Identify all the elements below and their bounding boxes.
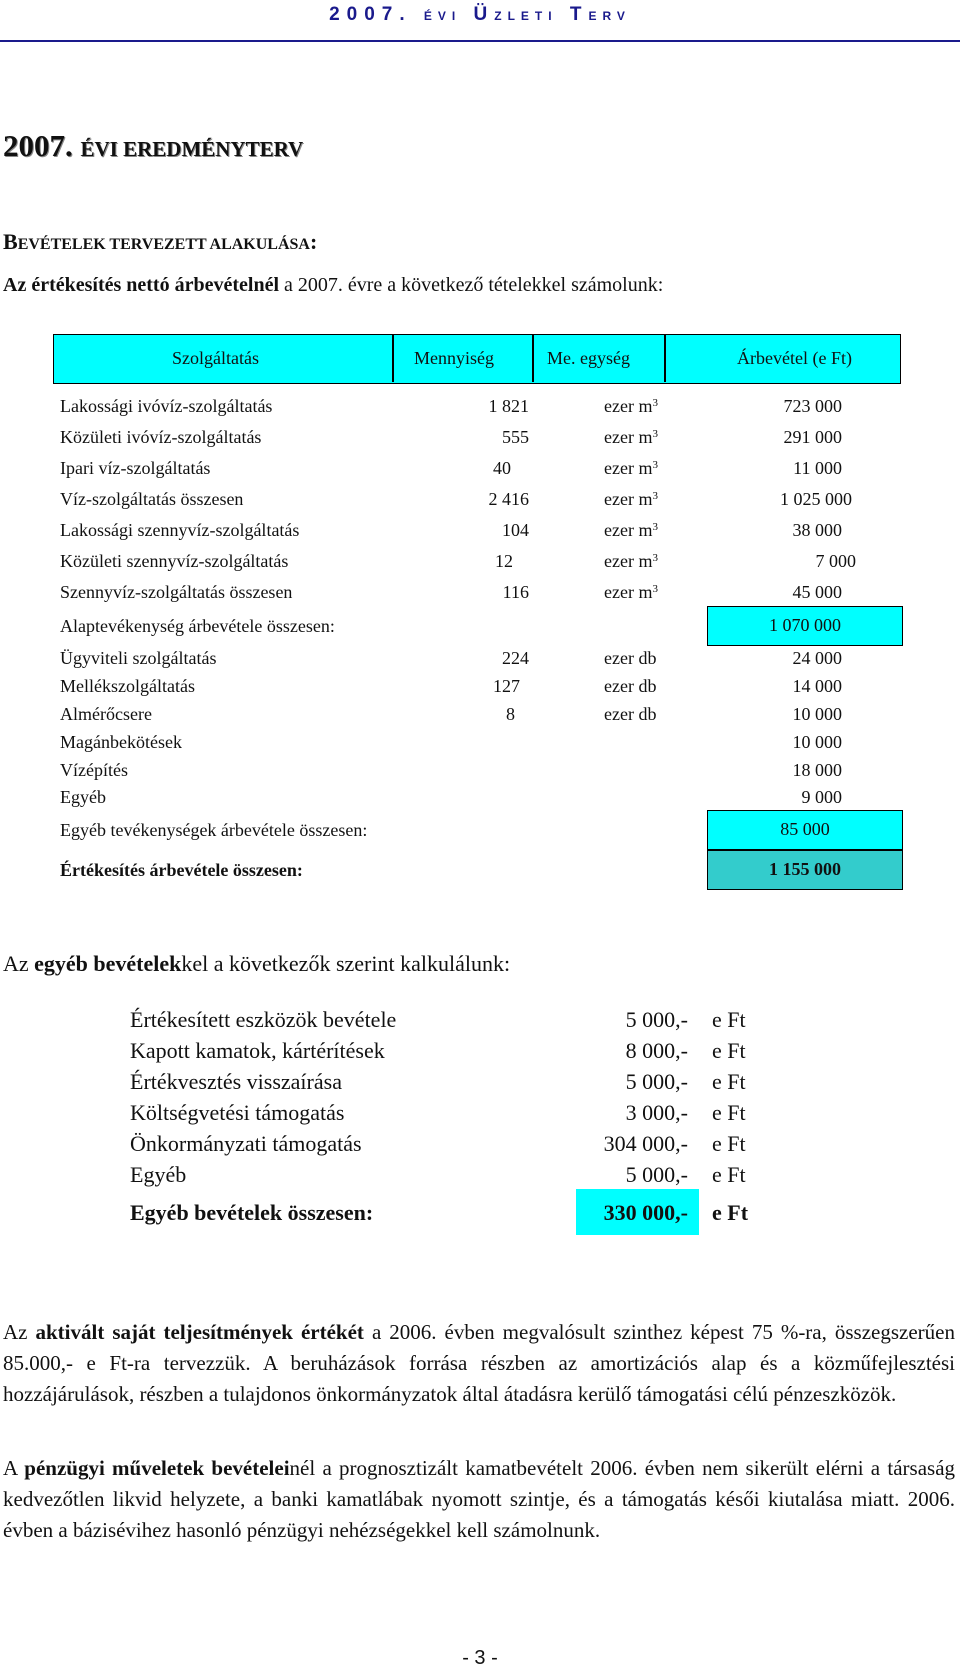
item-unit: e Ft xyxy=(712,1162,746,1187)
other-income-intro xyxy=(3,951,510,977)
item-label: Értékesített eszközök bevétele xyxy=(130,1007,397,1032)
section-rest: EVÉTELEK TERVEZETT ALAKULÁSA xyxy=(17,236,310,253)
row-qty: 40 xyxy=(493,458,511,478)
para-bold: aktivált saját teljesítmények értékét xyxy=(35,1320,364,1344)
basic-total-row xyxy=(0,606,960,646)
other-total-label: Egyéb tevékenységek árbevétele összesen: xyxy=(60,820,368,840)
header-divider xyxy=(392,335,394,382)
row-unit: ezer db xyxy=(604,676,657,696)
intro-post: kel a következők szerint kalkulálunk: xyxy=(181,951,511,976)
row-qty: 555 xyxy=(502,427,529,447)
table-header xyxy=(53,334,901,384)
row-revenue: 11 000 xyxy=(793,458,842,478)
page-number: - 3 - xyxy=(462,1647,498,1669)
unit-text: ezer m xyxy=(604,582,653,602)
row-service: Szennyvíz-szolgáltatás összesen xyxy=(60,582,293,602)
row-service: Lakossági ivóvíz-szolgáltatás xyxy=(60,396,273,416)
row-revenue: 14 000 xyxy=(792,676,842,696)
row-revenue: 723 000 xyxy=(783,396,842,416)
header-t-rest: ERV xyxy=(588,9,631,23)
row-revenue: 1 025 000 xyxy=(780,489,852,509)
unit-text: ezer m xyxy=(604,458,653,478)
row-service: Almérőcsere xyxy=(60,704,152,724)
table-row xyxy=(0,551,960,579)
row-qty: 1 821 xyxy=(488,396,529,416)
unit-text: ezer m xyxy=(604,489,653,509)
header-evi: ÉVI xyxy=(423,9,462,23)
unit-sup: 3 xyxy=(652,459,658,471)
row-revenue: 9 000 xyxy=(801,787,842,807)
row-service: Ipari víz-szolgáltatás xyxy=(60,458,211,478)
row-revenue: 7 000 xyxy=(815,551,856,571)
table-row xyxy=(0,760,960,788)
intro-bold: egyéb bevételek xyxy=(34,951,182,976)
item-label: Egyéb xyxy=(130,1162,187,1187)
item-unit: e Ft xyxy=(712,1131,746,1156)
total-label: Egyéb bevételek összesen: xyxy=(130,1200,374,1225)
row-revenue: 18 000 xyxy=(792,760,842,780)
unit-sup: 3 xyxy=(652,428,658,440)
row-unit: ezer db xyxy=(604,648,657,668)
item-label: Értékvesztés visszaírása xyxy=(130,1069,342,1094)
row-qty: 2 416 xyxy=(488,489,529,509)
row-revenue: 38 000 xyxy=(792,520,842,540)
grand-total-row xyxy=(0,850,960,890)
row-unit: ezer db xyxy=(604,704,657,724)
paragraph-financial-income xyxy=(3,1453,955,1546)
other-total-row xyxy=(0,810,960,850)
table-row xyxy=(0,520,960,548)
table-row xyxy=(0,458,960,486)
total-unit: e Ft xyxy=(712,1200,749,1225)
unit-sup: 3 xyxy=(652,552,658,564)
header-u-rest: ZLETI xyxy=(494,9,558,23)
row-qty: 116 xyxy=(502,582,529,602)
item-amount: 8 000,- xyxy=(625,1038,688,1063)
header-revenue: Árbevétel (e Ft) xyxy=(737,348,852,368)
table-row xyxy=(0,489,960,517)
para-text: A xyxy=(3,1456,25,1480)
row-revenue: 291 000 xyxy=(783,427,842,447)
row-qty: 12 xyxy=(495,551,513,571)
row-qty: 127 xyxy=(493,676,520,696)
grand-total-label: Értékesítés árbevétele összesen: xyxy=(60,860,303,880)
total-amount: 330 000,- xyxy=(603,1200,688,1225)
item-unit: e Ft xyxy=(712,1069,746,1094)
row-qty: 8 xyxy=(506,704,515,724)
item-amount: 3 000,- xyxy=(625,1100,688,1125)
item-amount: 5 000,- xyxy=(625,1162,688,1187)
para-text: a 2006. évben megvalósult szinthez képest 75 %-ra, összegszerűen 85.000,- e Ft-ra tervezzük. A beruházások forrása részben az amortizációs alap és a közműfejlesztési hozzájárulások, részben a tulajdonos önkormányzatok által átadásra kerülő támogatási célú pénzeszközök. xyxy=(3,1320,955,1406)
unit-text: ezer m xyxy=(604,551,653,571)
unit-text: ezer m xyxy=(604,427,653,447)
row-revenue: 45 000 xyxy=(792,582,842,602)
row-revenue: 24 000 xyxy=(792,648,842,668)
para-bold: pénzügyi műveletek bevételei xyxy=(24,1456,290,1480)
item-label: Költségvetési támogatás xyxy=(130,1100,345,1125)
grand-total-revenue: 1 155 000 xyxy=(707,850,903,890)
item-unit: e Ft xyxy=(712,1100,746,1125)
row-service: Közületi ivóvíz-szolgáltatás xyxy=(60,427,262,447)
table-row xyxy=(0,427,960,455)
item-label: Önkormányzati támogatás xyxy=(130,1131,362,1156)
basic-total-revenue: 1 070 000 xyxy=(707,606,903,646)
row-service: Lakossági szennyvíz-szolgáltatás xyxy=(60,520,300,540)
item-unit: e Ft xyxy=(712,1038,746,1063)
unit-text: ezer m xyxy=(604,520,653,540)
header-service: Szolgáltatás xyxy=(172,348,259,368)
row-qty: 224 xyxy=(502,648,529,668)
header-rule xyxy=(0,40,960,42)
table-row xyxy=(0,732,960,760)
item-unit: e Ft xyxy=(712,1007,746,1032)
item-label: Kapott kamatok, kártérítések xyxy=(130,1038,385,1063)
intro-rest: a 2007. évre a következő tételekkel számolunk: xyxy=(279,274,664,296)
row-service: Magánbekötések xyxy=(60,732,182,752)
item-amount: 5 000,- xyxy=(625,1007,688,1032)
header-divider xyxy=(532,335,534,382)
item-amount: 5 000,- xyxy=(625,1069,688,1094)
item-amount: 304 000,- xyxy=(603,1131,688,1156)
header-u-cap: Ü xyxy=(473,4,495,25)
table-row xyxy=(0,396,960,424)
unit-sup: 3 xyxy=(652,521,658,533)
row-service: Víz-szolgáltatás összesen xyxy=(60,489,244,509)
intro-pre: Az xyxy=(3,951,35,976)
unit-sup: 3 xyxy=(652,397,658,409)
page-header xyxy=(0,4,960,26)
header-t-cap: T xyxy=(569,4,589,25)
row-service: Ügyviteli szolgáltatás xyxy=(60,648,217,668)
intro-bold: Az értékesítés nettó árbevételnél xyxy=(3,274,279,296)
section-title xyxy=(3,229,317,255)
row-service: Egyéb xyxy=(60,787,106,807)
unit-text: ezer m xyxy=(604,396,653,416)
header-unit: Me. egység xyxy=(547,348,630,368)
table-row xyxy=(0,676,960,704)
other-total-revenue: 85 000 xyxy=(707,810,903,850)
table-row xyxy=(0,648,960,676)
unit-sup: 3 xyxy=(652,583,658,595)
para-text: nél a prognosztizált kamatbevételt 2006. évben nem sikerült elérni a társaság kedvezőtlen likvid helyzete, a banki kamatlábak nyomott szintje, és a támogatás késői kiutalása miatt. 2006. évben a bázisévihez hasonló pénzügyi nehézségekkel kell számolnunk. xyxy=(3,1456,956,1542)
row-qty: 104 xyxy=(502,520,529,540)
table-row xyxy=(0,704,960,732)
title-rest: ÉVI EREDMÉNYTERV xyxy=(80,137,304,161)
row-revenue: 10 000 xyxy=(792,732,842,752)
intro-text xyxy=(3,274,663,297)
paragraph-capitalized-work xyxy=(3,1317,955,1410)
header-quantity: Mennyiség xyxy=(414,348,494,368)
title-year: 2007. xyxy=(3,128,73,163)
header-year: 2007. xyxy=(329,4,412,25)
para-text: Az xyxy=(3,1320,36,1344)
header-divider xyxy=(664,335,666,382)
section-cap: B xyxy=(3,229,18,254)
section-colon: : xyxy=(309,229,318,254)
row-revenue: 10 000 xyxy=(792,704,842,724)
row-service: Mellékszolgáltatás xyxy=(60,676,195,696)
row-service: Közületi szennyvíz-szolgáltatás xyxy=(60,551,289,571)
unit-sup: 3 xyxy=(652,490,658,502)
page-title xyxy=(3,128,303,164)
basic-total-label: Alaptevékenység árbevétele összesen: xyxy=(60,616,335,636)
row-service: Vízépítés xyxy=(60,760,128,780)
